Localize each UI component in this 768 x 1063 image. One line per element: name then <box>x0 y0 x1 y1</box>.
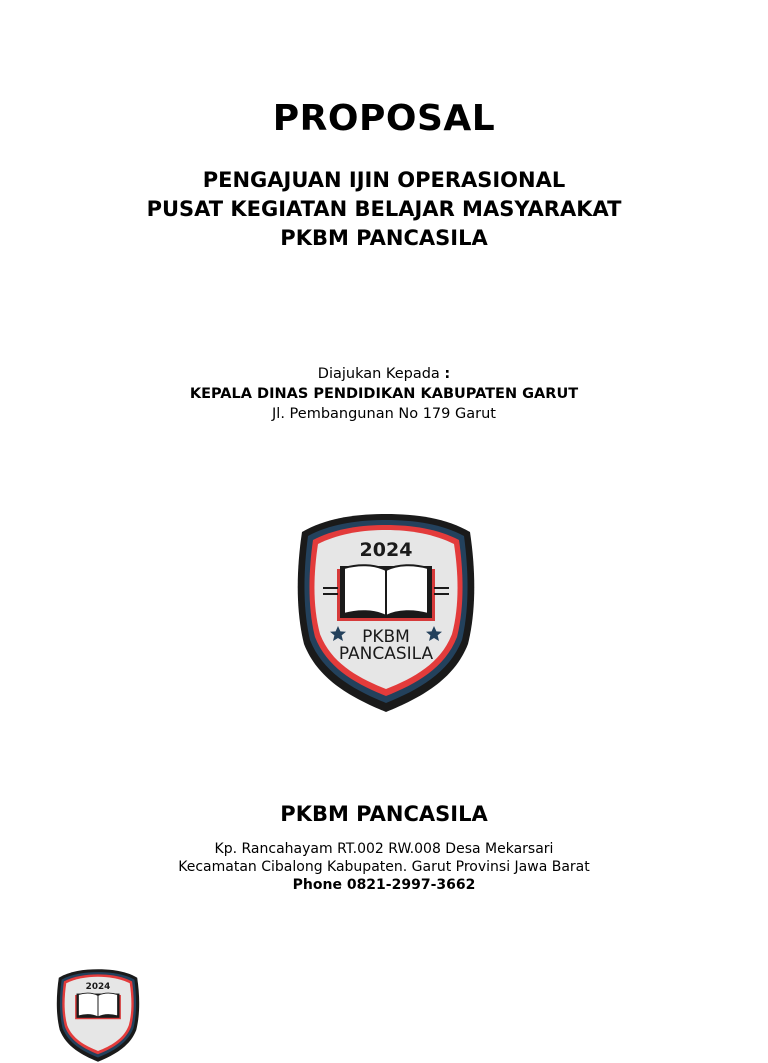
small-open-book-icon <box>75 993 121 1019</box>
logo-line1: PKBM <box>362 627 410 647</box>
document-subtitle <box>0 166 768 253</box>
small-logo-year: 2024 <box>85 981 111 992</box>
organization-name: PKBM PANCASILA <box>280 802 488 826</box>
address-line-2: Kecamatan Cibalong Kabupaten. Garut Provinsi Jawa Barat <box>178 859 590 875</box>
logo-line2: PANCASILA <box>338 644 434 664</box>
organization-phone: Phone 0821-2997-3662 <box>292 877 476 893</box>
addressee-address: Jl. Pembangunan No 179 Garut <box>272 406 496 422</box>
document-title: PROPOSAL <box>272 98 496 139</box>
open-book-icon <box>337 565 435 621</box>
addressee-recipient: KEPALA DINAS PENDIDIKAN KABUPATEN GARUT <box>189 386 579 402</box>
subtitle-line-3: PKBM PANCASILA <box>280 226 488 250</box>
addressee-colon: : <box>444 366 451 382</box>
addressee-label-line <box>0 364 768 384</box>
logo-year: 2024 <box>359 539 413 561</box>
organization-address <box>0 840 768 894</box>
subtitle-line-1: PENGAJUAN IJIN OPERASIONAL <box>202 168 566 192</box>
addressee-block <box>0 364 768 424</box>
addressee-label: Diajukan Kepada <box>317 366 440 382</box>
pkbm-logo <box>296 512 476 714</box>
subtitle-line-2: PUSAT KEGIATAN BELAJAR MASYARAKAT <box>146 197 622 221</box>
address-line-1: Kp. Rancahayam RT.002 RW.008 Desa Mekarsari <box>214 841 554 857</box>
pkbm-logo-small <box>56 968 140 1063</box>
